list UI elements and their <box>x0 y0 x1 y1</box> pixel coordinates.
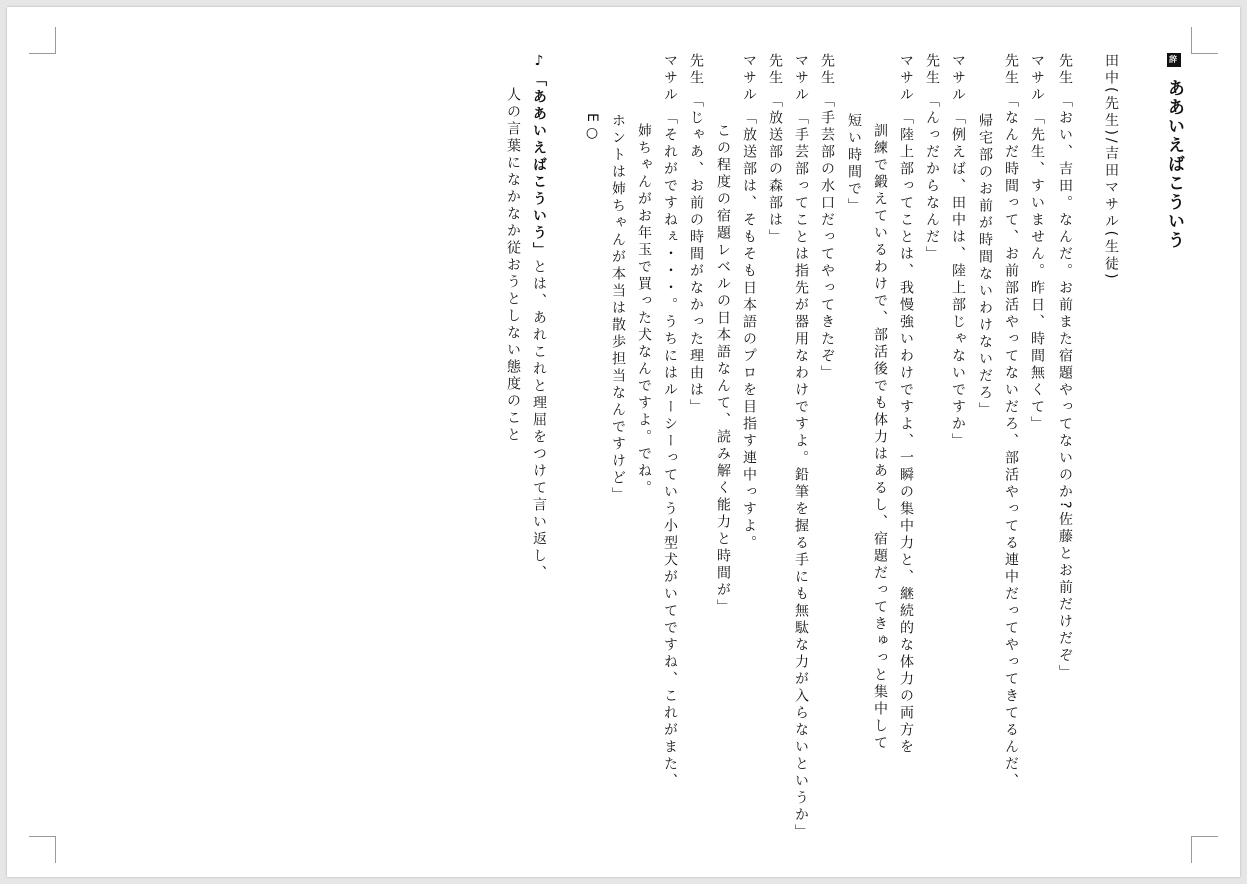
dialogue-line <box>1058 53 1072 681</box>
line-text: 「例えば、田中は、陸上部じゃないですか」 <box>950 110 966 450</box>
dialogue-line <box>768 53 782 246</box>
dialogue-line <box>742 53 756 552</box>
speaker-label: 先生 <box>1003 53 1019 87</box>
dialogue-line <box>1030 53 1044 433</box>
line-text: 「先生、すいません。昨日、時間無くて」 <box>1029 110 1045 433</box>
dialogue-continuation: 姉ちゃんがお年玉で買った犬なんですよ。でね。 <box>636 123 652 497</box>
line-text: 「おい、吉田。なんだ。お前また宿題やってないのか?佐藤とお前だけだぞ」 <box>1057 93 1073 682</box>
dialogue-continuation: 訓練で鍛えているわけで、部活後でも体力はあるし、宿題だってきゅっと集中して <box>872 123 888 752</box>
note-text: とは、あれこれと理屈をつけて言い返し、 <box>531 259 547 582</box>
line-text: 「んっだからなんだ」 <box>924 93 940 263</box>
glossary-note-line <box>532 53 546 582</box>
glossary-box-icon: 辞 <box>1167 53 1181 67</box>
dialogue-line <box>794 53 808 841</box>
line-text: 「それがですねぇ・・・。うちにはルーシーっていう小型犬がいてですね、これがまた、 <box>662 110 678 790</box>
cast-line: 田中(先生)/吉田マサル(生徒) <box>1103 53 1119 282</box>
dialogue-continuation: E○ <box>584 113 600 144</box>
line-text: 「放送部の森部は」 <box>767 93 783 246</box>
dialogue-line <box>689 53 703 416</box>
dialogue-line <box>1004 53 1018 790</box>
line-text: 「放送部は、そもそも日本語のプロを目指す連中っすよ。 <box>741 110 757 552</box>
margin-corner-bottom-left <box>29 836 56 863</box>
dialogue-line <box>899 53 913 756</box>
speaker-label: 先生 <box>688 53 704 87</box>
speaker-label: 先生 <box>767 53 783 87</box>
glossary-note-continuation: 人の言葉になかなか従おうとしない態度のこと <box>505 87 521 444</box>
speaker-label: 先生 <box>1057 53 1073 87</box>
line-text: 「手芸部ってことは指先が器用なわけですよ。鉛筆を握る手にも無駄な力が入らないというか」 <box>793 110 809 841</box>
dialogue-continuation: この程度の宿題レベルの日本語なんて、読み解く能力と時間が」 <box>715 123 731 616</box>
line-text: 「手芸部の水口だってやってきたぞ」 <box>819 93 835 382</box>
speaker-label: マサル <box>741 53 757 104</box>
dialogue-line <box>951 53 965 450</box>
dialogue-continuation: 帰宅部のお前が時間ないわけないだろ」 <box>977 113 993 419</box>
speaker-label: マサル <box>793 53 809 104</box>
dialogue-line <box>925 53 939 263</box>
speaker-label: 先生 <box>819 53 835 87</box>
speaker-label: マサル <box>662 53 678 104</box>
speaker-label: マサル <box>1029 53 1045 104</box>
title-text: ああいえばこういう <box>1164 78 1184 250</box>
margin-corner-bottom-right <box>1191 836 1218 863</box>
line-text: 「陸上部ってことは、我慢強いわけですよ、一瞬の集中力と、継続的な体力の両方を <box>898 110 914 756</box>
speaker-label: マサル <box>950 53 966 104</box>
note-icon: ♪ <box>531 53 547 72</box>
speaker-label: 先生 <box>924 53 940 87</box>
dialogue-continuation: 短い時間で」 <box>846 113 862 215</box>
margin-corner-top-left <box>29 27 56 54</box>
page-title <box>1165 53 1182 250</box>
margin-corner-top-right <box>1191 27 1218 54</box>
speaker-label: マサル <box>898 53 914 104</box>
line-text: 「じゃあ、お前の時間がなかった理由は」 <box>688 93 704 416</box>
document-page <box>7 7 1240 877</box>
dialogue-line <box>663 53 677 790</box>
dialogue-continuation: ホントは姉ちゃんが本当は散歩担当なんですけど」 <box>610 113 626 504</box>
line-text: 「なんだ時間って、お前部活やってないだろ、部活やってる連中だってやってきてるんだ、 <box>1003 93 1019 790</box>
dialogue-line <box>820 53 834 382</box>
note-quote: 「ああいえばこういう」 <box>531 72 547 259</box>
